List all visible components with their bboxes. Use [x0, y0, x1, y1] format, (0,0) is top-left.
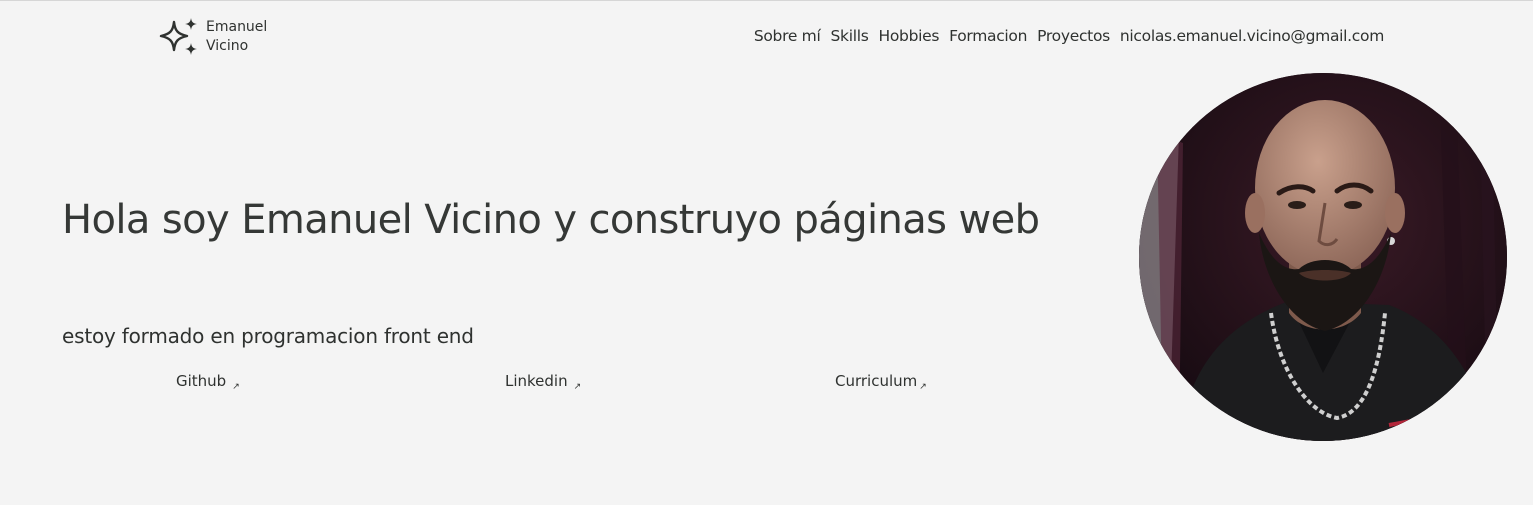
brand-first-name: Emanuel — [206, 19, 268, 35]
profile-photo — [1139, 73, 1507, 441]
curriculum-link-label: Curriculum — [835, 372, 918, 390]
brand-last-name: Vicino — [206, 38, 249, 54]
nav-item-hobbies[interactable]: Hobbies — [878, 27, 940, 45]
linkedin-link-label: Linkedin — [505, 372, 568, 390]
github-link-label: Github — [176, 372, 227, 390]
nav-item-sobre-mi[interactable]: Sobre mí — [753, 27, 821, 45]
curriculum-link[interactable] — [835, 372, 927, 392]
hero-headline: Hola soy Emanuel Vicino y construyo páginas web — [62, 197, 1040, 243]
brand-name — [206, 18, 267, 56]
external-arrow-icon: ↗ — [232, 382, 240, 392]
nav-item-skills[interactable]: Skills — [830, 27, 869, 45]
sparkles-icon — [158, 17, 202, 57]
nav-item-email[interactable]: nicolas.emanuel.vicino@gmail.com — [1119, 27, 1384, 45]
external-arrow-icon: ↗ — [573, 382, 582, 392]
hero-subtitle: estoy formado en programacion front end — [62, 324, 474, 348]
github-link[interactable] — [176, 372, 240, 392]
nav-item-proyectos[interactable]: Proyectos — [1037, 27, 1110, 45]
nav-item-formacion[interactable]: Formacion — [949, 27, 1028, 45]
brand-logo[interactable] — [158, 17, 267, 57]
main-nav — [754, 27, 1384, 45]
linkedin-link[interactable] — [505, 372, 581, 392]
external-arrow-icon: ↗ — [919, 382, 927, 392]
